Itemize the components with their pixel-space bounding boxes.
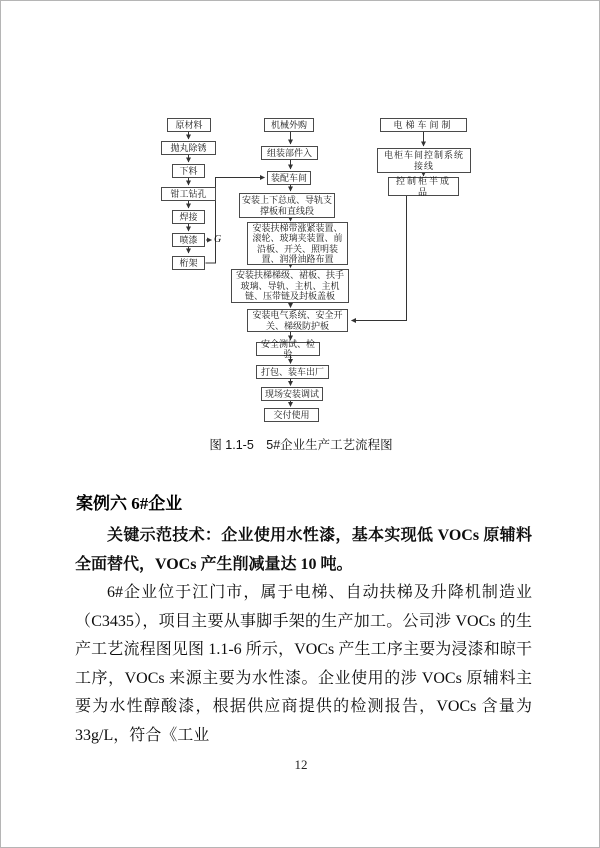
flow-node-safety-test: 安全测试、检验 [256,342,320,356]
flow-node-assembly-workshop: 装配车间 [267,171,311,185]
body-text [75,522,532,750]
flow-node-raw-material: 原材料 [167,118,211,132]
flow-node-cutting: 下料 [172,164,205,178]
flow-node-machinery-outsourcing: 机械外购 [264,118,314,132]
flow-node-install-assembly-guide-rail: 安装上下总成、导轨支撑板和直线段 [239,193,335,218]
figure-caption: 图 1.1-5 5#企业生产工艺流程图 [209,438,393,452]
flow-node-delivery: 交付使用 [264,408,319,422]
section-heading: 案例六 6#企业 [76,494,183,513]
waste-gas-label: G [214,234,222,245]
flow-node-assembly-parts-in: 组装部件入 [261,146,318,160]
flow-node-drilling: 钳工钻孔 [161,187,216,201]
flow-node-elevator-workshop: 电梯车间制 [380,118,467,132]
flow-node-install-belt-tension-devices: 安装扶梯带涨紧装置、滚轮、玻璃夹装置、前沿板、开关、照明装置、润滑油路布置 [247,222,348,265]
flow-node-packing-shipping: 打包、装车出厂 [256,365,329,379]
flow-node-control-cabinet-semiproduct: 控制柜半成品 [388,177,459,196]
page-number: 12 [294,757,308,772]
enterprise-paragraph: 6#企业位于江门市，属于电梯、自动扶梯及升降机制造业（C3435），项目主要从事脚手架的生产加工。公司涉 VOCs 的生产工艺流程图见图 1.1-6 所示，VOCs 产生工序主要为浸漆和晾干工序，VOCs 来源主要为水性漆。企业使用的涉 VOCs 原辅料主要为水性醇酸漆，根据供应商提供的检测报告，VOCs 含量为 33g/L，符合《工业 [75,584,532,744]
key-tech-paragraph: 关键示范技术：企业使用水性漆，基本实现低 VOCs 原辅料全面替代，VOCs 产生削减量达 10 吨。 [75,527,532,573]
flow-node-shot-blast-derust: 抛丸除锈 [161,141,216,155]
flow-node-onsite-installation: 现场安装调试 [261,387,323,401]
flow-node-control-cabinet-wiring: 电柜车间控制系统接线 [377,148,471,173]
flow-node-spray-paint: 喷漆 [172,233,205,247]
flow-node-install-steps-panels: 安装扶梯梯级、裙板、扶手玻璃、导轨、主机、主机链、压带链及封板盖板 [231,269,349,303]
flow-node-welding: 焊接 [172,210,205,224]
flow-node-install-electrical-system: 安装电气系统、安全开关、梯级防护板 [247,309,348,332]
flow-node-truss: 桁架 [172,256,205,270]
